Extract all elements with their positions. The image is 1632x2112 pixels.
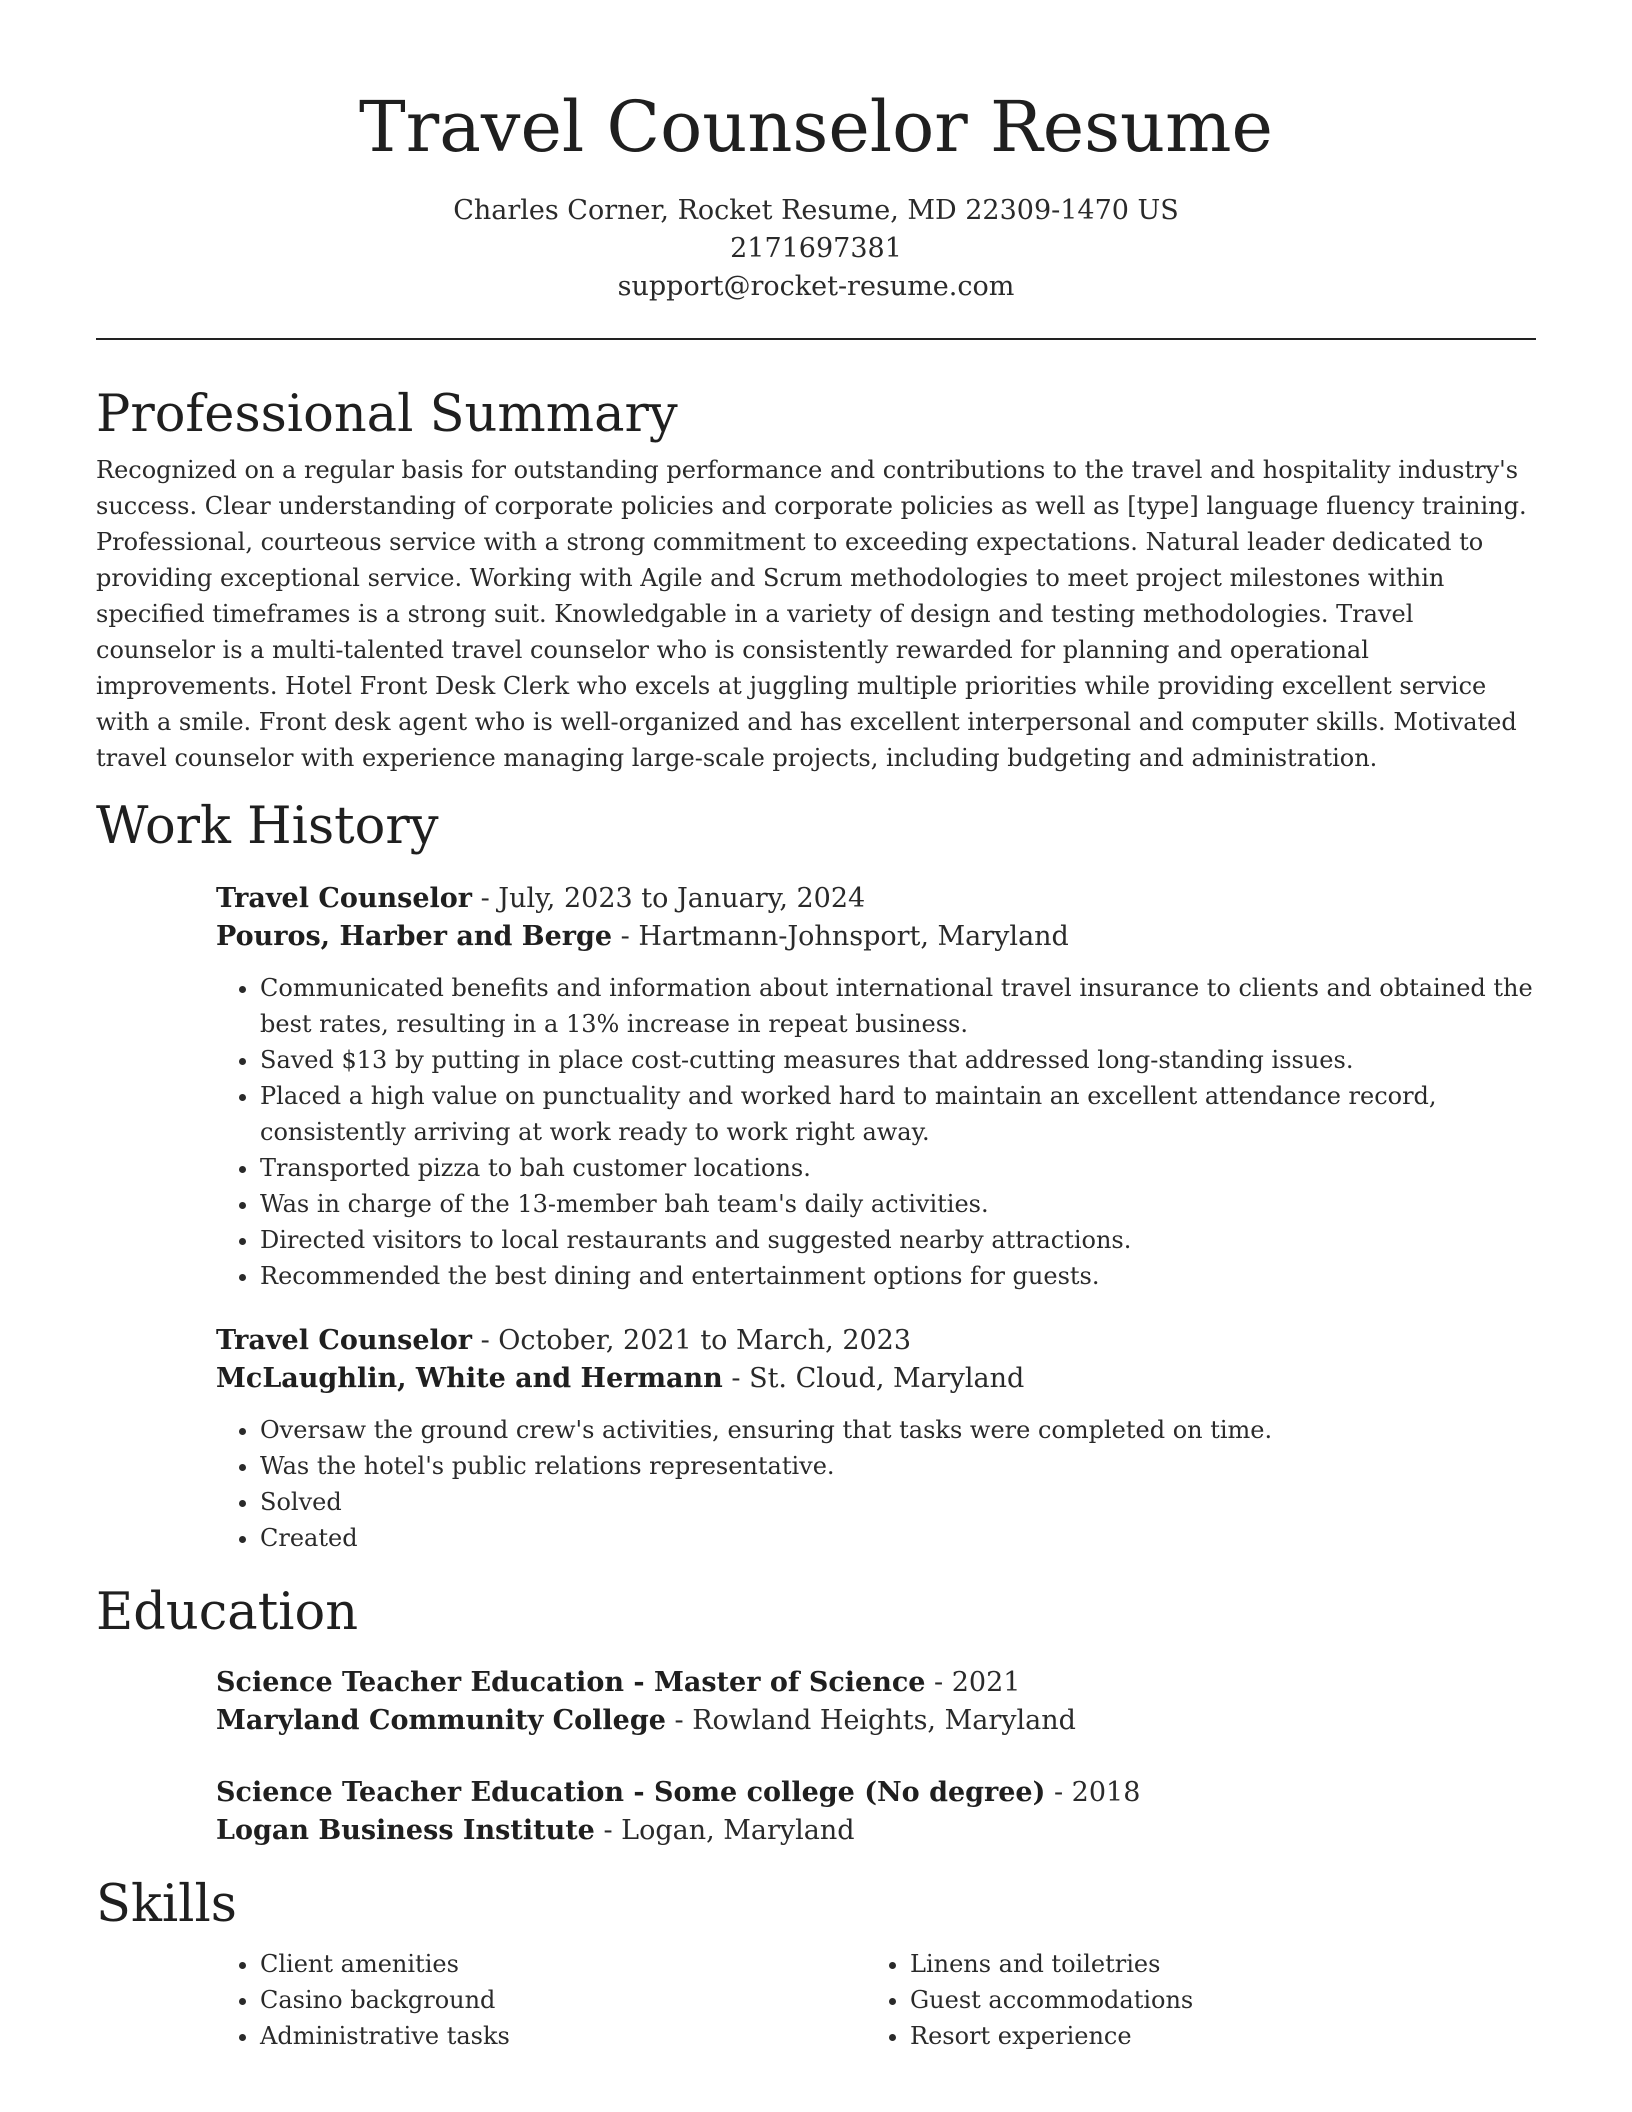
summary-section — [96, 382, 1536, 776]
job-entry — [216, 1322, 1536, 1556]
education-section — [96, 1580, 1536, 1850]
education-field: Science Teacher Education — [216, 1667, 624, 1698]
list-item: • Created — [260, 1520, 1536, 1556]
education-school-line — [216, 1702, 1536, 1740]
job-dates: - July, 2023 to January, 2024 — [472, 883, 866, 914]
education-degree-line — [216, 1664, 1536, 1702]
skills-heading: Skills — [96, 1875, 237, 1934]
job-company: McLaughlin, White and Hermann — [216, 1363, 723, 1394]
skills-column-left — [216, 1938, 866, 2054]
list-item: • Guest accommodations — [910, 1982, 1516, 2018]
education-entry — [216, 1664, 1536, 1740]
education-school-line — [216, 1812, 1536, 1850]
list-item: • Saved $13 by putting in place cost-cutting measures that addressed long-standing issues. — [260, 1042, 1536, 1078]
resume-page — [96, 0, 1536, 2054]
list-item: • Was the hotel's public relations representative. — [260, 1448, 1536, 1484]
education-year: - 2018 — [1045, 1777, 1141, 1808]
education-degree-line — [216, 1774, 1536, 1812]
list-item: • Placed a high value on punctuality and worked hard to maintain an excellent attendance record, consistently arriving at work ready to work right away. — [260, 1078, 1536, 1150]
work-heading: Work History — [96, 797, 439, 856]
education-year: - 2021 — [925, 1667, 1021, 1698]
list-item: • Communicated benefits and information about international travel insurance to clients and obtained the best rates, resulting in a 13% increase in repeat business. — [260, 970, 1536, 1042]
job-bullets — [216, 1412, 1536, 1556]
contact-phone: 2171697381 — [730, 233, 902, 264]
summary-heading: Professional Summary — [96, 385, 678, 444]
education-degree: - Some college (No degree) — [623, 1777, 1046, 1808]
skills-list-left — [216, 1946, 866, 2054]
resume-header — [96, 0, 1536, 306]
job-title-line — [216, 880, 1536, 918]
skills-list-right — [866, 1946, 1516, 2054]
education-field: Science Teacher Education — [216, 1777, 624, 1808]
header-divider — [96, 338, 1536, 340]
job-dates: - October, 2021 to March, 2023 — [472, 1325, 912, 1356]
contact-email: support@rocket-resume.com — [617, 271, 1015, 302]
list-item: • Was in charge of the 13-member bah team's daily activities. — [260, 1186, 1536, 1222]
job-location: - St. Cloud, Maryland — [722, 1363, 1025, 1394]
education-heading: Education — [96, 1583, 359, 1642]
resume-title: Travel Counselor Resume — [359, 86, 1273, 168]
contact-address: Charles Corner, Rocket Resume, MD 22309-1470 US — [453, 195, 1179, 226]
work-section — [96, 794, 1536, 1556]
skills-columns — [216, 1938, 1536, 2054]
contact-block — [96, 192, 1536, 306]
job-entry — [216, 880, 1536, 1294]
job-org-line — [216, 1360, 1536, 1398]
job-title: Travel Counselor — [216, 1325, 472, 1356]
list-item: • Casino background — [260, 1982, 866, 2018]
list-item: • Directed visitors to local restaurants and suggested nearby attractions. — [260, 1222, 1536, 1258]
job-company: Pouros, Harber and Berge — [216, 921, 613, 952]
list-item: • Client amenities — [260, 1946, 866, 1982]
education-degree: - Master of Science — [623, 1667, 926, 1698]
job-location: - Hartmann-Johnsport, Maryland — [612, 921, 1069, 952]
education-location: - Rowland Heights, Maryland — [665, 1705, 1076, 1736]
job-title: Travel Counselor — [216, 883, 472, 914]
list-item: • Recommended the best dining and entertainment options for guests. — [260, 1258, 1536, 1294]
education-school: Maryland Community College — [216, 1705, 666, 1736]
job-bullets — [216, 970, 1536, 1294]
list-item: • Transported pizza to bah customer locations. — [260, 1150, 1536, 1186]
list-item: • Solved — [260, 1484, 1536, 1520]
job-title-line — [216, 1322, 1536, 1360]
list-item: • Linens and toiletries — [910, 1946, 1516, 1982]
education-school: Logan Business Institute — [216, 1815, 595, 1846]
job-org-line — [216, 918, 1536, 956]
education-location: - Logan, Maryland — [594, 1815, 855, 1846]
summary-text: Recognized on a regular basis for outstanding performance and contributions to the travel and hospitality industry's success. Clear understanding of corporate policies and corporate policies as well as [type] language fluency training. Professional, courteous service with a strong commitment to exceeding expectations. Natural leader dedicated to providing exceptional service. Working with Agile and Scrum methodologies to meet project milestones within specified timeframes is a strong suit. Knowledgable in a variety of design and testing methodologies. Travel counselor is a multi-talented travel counselor who is consistently rewarded for planning and operational improvements. Hotel Front Desk Clerk who excels at juggling multiple priorities while providing excellent service with a smile. Front desk agent who is well-organized and has excellent interpersonal and computer skills. Motivated travel counselor with experience managing large-scale projects, including budgeting and administration. — [96, 456, 1527, 772]
skills-column-right — [866, 1938, 1516, 2054]
list-item: • Administrative tasks — [260, 2018, 866, 2054]
education-entry — [216, 1774, 1536, 1850]
list-item: • Resort experience — [910, 2018, 1516, 2054]
list-item: • Oversaw the ground crew's activities, ensuring that tasks were completed on time. — [260, 1412, 1536, 1448]
skills-section — [96, 1872, 1536, 2054]
